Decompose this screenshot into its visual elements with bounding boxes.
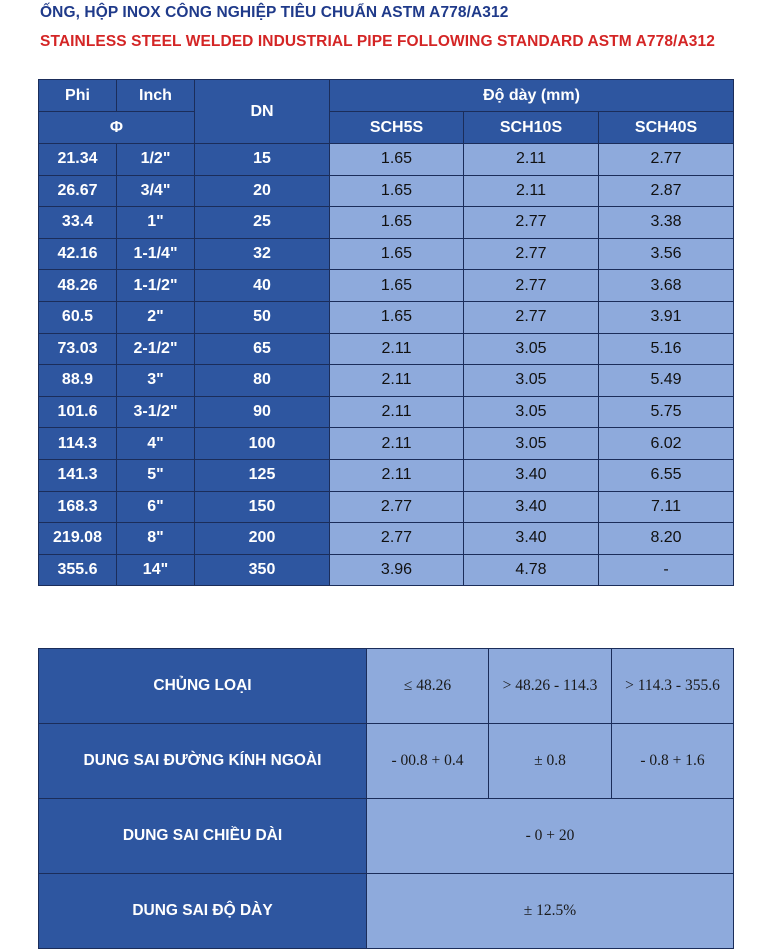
cell-dn: 25 (195, 207, 330, 239)
cell-sch40s: 2.77 (599, 144, 734, 176)
cell-sch10s: 4.78 (464, 554, 599, 586)
cell-sch40s: 2.87 (599, 175, 734, 207)
cell-sch5s: 3.96 (330, 554, 464, 586)
type-label: CHỦNG LOẠI (39, 649, 367, 724)
cell-sch5s: 1.65 (330, 301, 464, 333)
cell-sch40s: 7.11 (599, 491, 734, 523)
cell-sch5s: 2.11 (330, 459, 464, 491)
title-vietnamese: ỐNG, HỘP INOX CÔNG NGHIỆP TIÊU CHUẨN ASTM A778/A312 (40, 4, 509, 21)
tolerance-table (38, 648, 734, 949)
cell-sch40s: 6.55 (599, 459, 734, 491)
pipe-dimension-table (38, 79, 734, 586)
table-row (39, 459, 734, 491)
cell-sch5s: 2.77 (330, 523, 464, 555)
type-range-2: > 48.26 - 114.3 (489, 649, 612, 724)
cell-sch5s: 2.11 (330, 428, 464, 460)
type-range-3: > 114.3 - 355.6 (612, 649, 734, 724)
cell-phi: 101.6 (39, 396, 117, 428)
cell-inch: 14" (117, 554, 195, 586)
cell-sch10s: 2.77 (464, 238, 599, 270)
title-english: STAINLESS STEEL WELDED INDUSTRIAL PIPE FOLLOWING STANDARD ASTM A778/A312 (40, 33, 715, 50)
cell-sch10s: 2.11 (464, 144, 599, 176)
cell-dn: 90 (195, 396, 330, 428)
cell-sch40s: 3.91 (599, 301, 734, 333)
cell-sch10s: 2.77 (464, 207, 599, 239)
cell-sch40s: - (599, 554, 734, 586)
cell-sch40s: 3.68 (599, 270, 734, 302)
cell-phi: 33.4 (39, 207, 117, 239)
cell-sch10s: 3.05 (464, 396, 599, 428)
cell-phi: 21.34 (39, 144, 117, 176)
cell-phi: 114.3 (39, 428, 117, 460)
cell-phi: 219.08 (39, 523, 117, 555)
cell-dn: 125 (195, 459, 330, 491)
cell-inch: 2" (117, 301, 195, 333)
header-thickness: Độ dày (mm) (330, 80, 734, 112)
cell-inch: 3/4" (117, 175, 195, 207)
cell-sch5s: 1.65 (330, 207, 464, 239)
cell-sch40s: 5.75 (599, 396, 734, 428)
cell-sch10s: 3.40 (464, 523, 599, 555)
cell-dn: 15 (195, 144, 330, 176)
thickness-label: DUNG SAI ĐỘ DÀY (39, 874, 367, 949)
cell-sch5s: 2.77 (330, 491, 464, 523)
cell-sch10s: 2.77 (464, 301, 599, 333)
cell-phi: 48.26 (39, 270, 117, 302)
table-row (39, 491, 734, 523)
cell-inch: 1" (117, 207, 195, 239)
cell-sch5s: 1.65 (330, 270, 464, 302)
length-value: - 0 + 20 (367, 799, 734, 874)
od-label: DUNG SAI ĐƯỜNG KÍNH NGOÀI (39, 724, 367, 799)
cell-sch5s: 2.11 (330, 333, 464, 365)
cell-inch: 2-1/2" (117, 333, 195, 365)
table-row (39, 175, 734, 207)
cell-sch10s: 3.05 (464, 365, 599, 397)
table-row (39, 301, 734, 333)
cell-sch40s: 5.49 (599, 365, 734, 397)
cell-sch10s: 3.05 (464, 428, 599, 460)
table-row (39, 554, 734, 586)
header-sch40s: SCH40S (599, 112, 734, 144)
table-row (39, 428, 734, 460)
cell-phi: 88.9 (39, 365, 117, 397)
cell-dn: 80 (195, 365, 330, 397)
table-row (39, 333, 734, 365)
table-row (39, 396, 734, 428)
header-phi-symbol: Φ (39, 112, 195, 144)
header-inch: Inch (117, 80, 195, 112)
cell-sch40s: 8.20 (599, 523, 734, 555)
thickness-value: ± 12.5% (367, 874, 734, 949)
cell-sch5s: 1.65 (330, 238, 464, 270)
cell-sch10s: 2.11 (464, 175, 599, 207)
cell-dn: 32 (195, 238, 330, 270)
length-label: DUNG SAI CHIỀU DÀI (39, 799, 367, 874)
cell-inch: 6" (117, 491, 195, 523)
cell-dn: 20 (195, 175, 330, 207)
cell-sch5s: 1.65 (330, 175, 464, 207)
cell-sch10s: 3.40 (464, 459, 599, 491)
pipe-table-body (39, 144, 734, 586)
cell-sch10s: 3.05 (464, 333, 599, 365)
cell-sch40s: 6.02 (599, 428, 734, 460)
cell-dn: 40 (195, 270, 330, 302)
cell-sch40s: 5.16 (599, 333, 734, 365)
cell-sch5s: 2.11 (330, 396, 464, 428)
cell-sch5s: 2.11 (330, 365, 464, 397)
od-value-2: ± 0.8 (489, 724, 612, 799)
cell-dn: 350 (195, 554, 330, 586)
tolerance-row-thickness (39, 874, 734, 949)
cell-dn: 100 (195, 428, 330, 460)
cell-sch10s: 3.40 (464, 491, 599, 523)
table-row (39, 270, 734, 302)
cell-dn: 200 (195, 523, 330, 555)
cell-inch: 1-1/2" (117, 270, 195, 302)
cell-phi: 42.16 (39, 238, 117, 270)
cell-inch: 1/2" (117, 144, 195, 176)
cell-dn: 50 (195, 301, 330, 333)
type-range-1: ≤ 48.26 (367, 649, 489, 724)
cell-sch40s: 3.56 (599, 238, 734, 270)
cell-inch: 3" (117, 365, 195, 397)
header-sch10s: SCH10S (464, 112, 599, 144)
table-row (39, 207, 734, 239)
cell-sch5s: 1.65 (330, 144, 464, 176)
cell-dn: 65 (195, 333, 330, 365)
table-row (39, 365, 734, 397)
tolerance-row-od (39, 724, 734, 799)
header-sch5s: SCH5S (330, 112, 464, 144)
cell-dn: 150 (195, 491, 330, 523)
cell-sch40s: 3.38 (599, 207, 734, 239)
cell-inch: 5" (117, 459, 195, 491)
table-row (39, 523, 734, 555)
cell-phi: 73.03 (39, 333, 117, 365)
od-value-1: - 00.8 + 0.4 (367, 724, 489, 799)
cell-inch: 3-1/2" (117, 396, 195, 428)
cell-phi: 355.6 (39, 554, 117, 586)
cell-inch: 4" (117, 428, 195, 460)
table-row (39, 144, 734, 176)
cell-inch: 8" (117, 523, 195, 555)
header-dn: DN (195, 80, 330, 144)
cell-sch10s: 2.77 (464, 270, 599, 302)
tolerance-row-type (39, 649, 734, 724)
cell-phi: 168.3 (39, 491, 117, 523)
table-row (39, 238, 734, 270)
cell-phi: 26.67 (39, 175, 117, 207)
cell-phi: 141.3 (39, 459, 117, 491)
cell-inch: 1-1/4" (117, 238, 195, 270)
header-phi: Phi (39, 80, 117, 112)
tolerance-row-length (39, 799, 734, 874)
cell-phi: 60.5 (39, 301, 117, 333)
od-value-3: - 0.8 + 1.6 (612, 724, 734, 799)
